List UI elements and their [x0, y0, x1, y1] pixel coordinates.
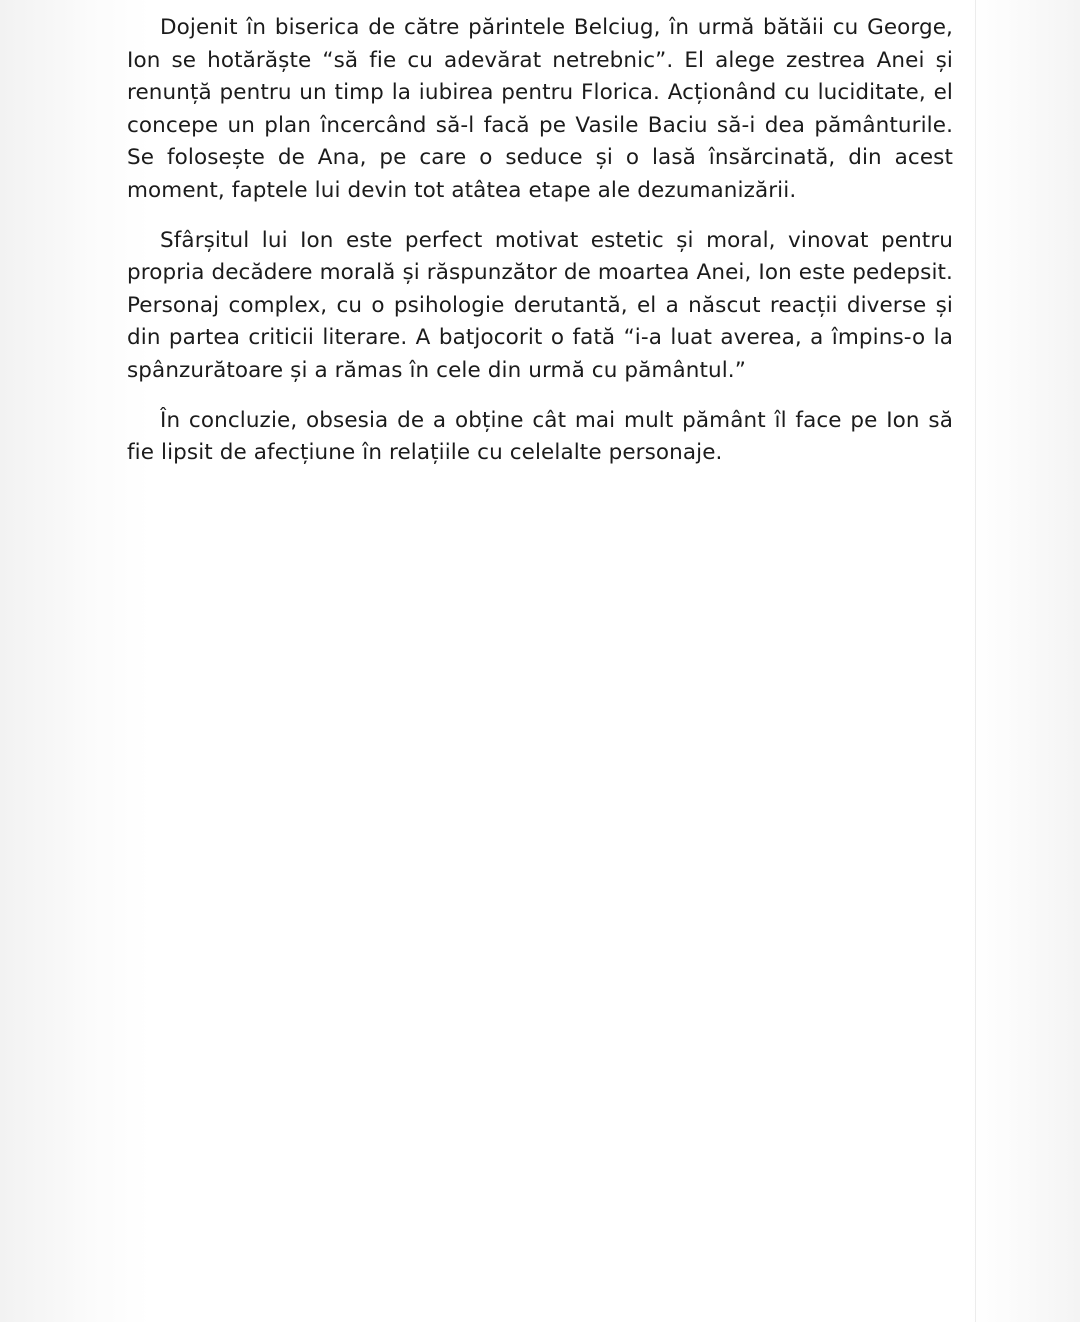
- paragraph-3: În concluzie, obsesia de a obține cât mai mult pământ îl face pe Ion să fie lipsit de afecțiune în relațiile cu celelalte personaje.: [127, 407, 953, 466]
- paragraph-2: Sfârșitul lui Ion este perfect motivat estetic și moral, vinovat pentru propria decădere morală și răspunzător de moartea Anei, Ion este pedepsit. Personaj complex, cu o psihologie derutantă, el a născut reacții diverse și din partea criticii literare. A batjocorit o fată “i-a luat averea, a împins-o la spânzurătoare și a rămas în cele din urmă cu pământul.”: [127, 227, 953, 383]
- document-body: [127, 12, 953, 487]
- page-edge-line: [975, 0, 976, 1322]
- paragraph-1: Dojenit în biserica de către părintele Belciug, în urmă bătăii cu George, Ion se hotărăște “să fie cu adevărat netrebnic”. El alege zestrea Anei și renunță pentru un timp la iubirea pentru Florica. Acționând cu luciditate, el concepe un plan încercând să-l facă pe Vasile Baciu să-i dea pământurile. Se folosește de Ana, pe care o seduce și o lasă însărcinată, din acest moment, faptele lui devin tot atâtea etape ale dezumanizării.: [127, 15, 953, 203]
- page-edge-right: [970, 0, 1080, 1322]
